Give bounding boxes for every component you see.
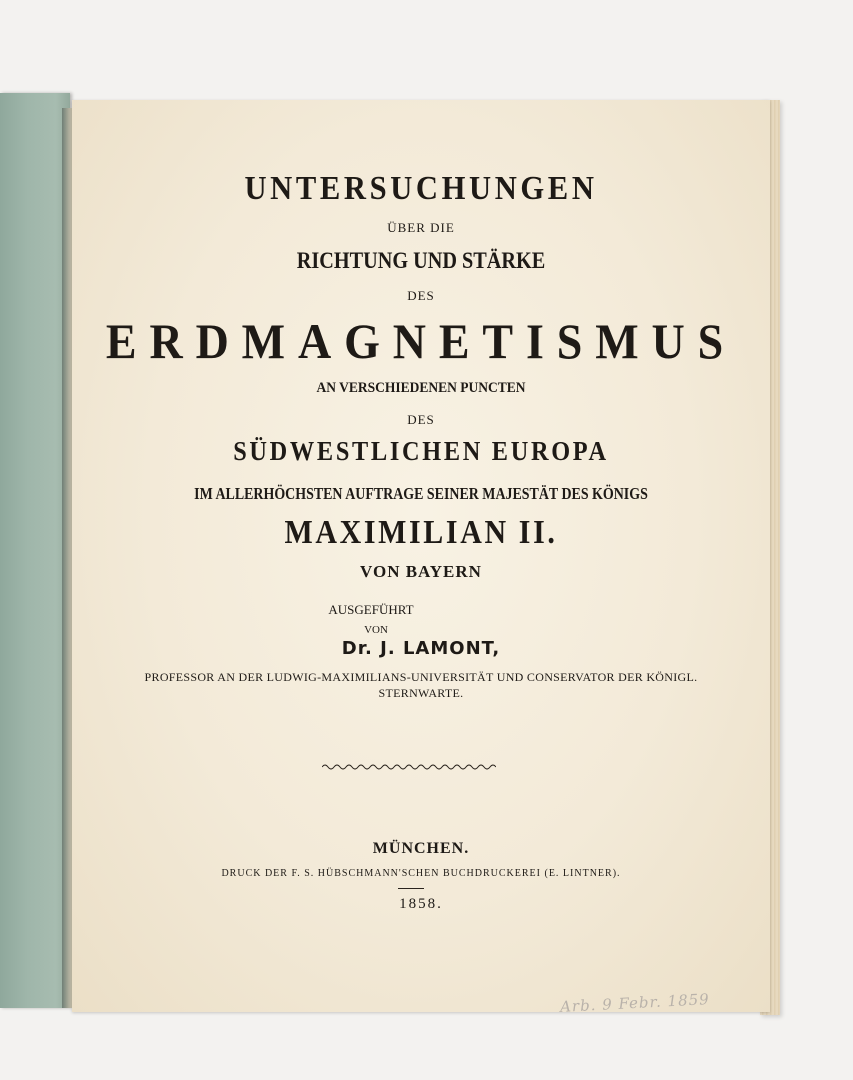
author-title-line-2: STERNWARTE. xyxy=(378,686,464,700)
title-line-des-2: DES xyxy=(407,412,435,427)
title-line-allerhoechsten: IM ALLERHÖCHSTEN AUFTRAGE SEINER MAJESTÄT DES KÖNIGS xyxy=(194,484,648,503)
imprint-year: 1858. xyxy=(399,896,443,912)
title-line-untersuchungen: UNTERSUCHUNGEN xyxy=(244,170,598,207)
pencil-annotation: Arb. 9 Febr. 1859 xyxy=(559,990,711,1016)
book-spine-edge xyxy=(62,108,72,1008)
title-page xyxy=(72,100,770,1012)
title-line-suedwestlichen: SÜDWESTLICHEN EUROPA xyxy=(233,436,609,466)
author-title-line-1: PROFESSOR AN DER LUDWIG-MAXIMILIANS-UNIVERSITÄT UND CONSERVATOR DER KÖNIGL. xyxy=(144,670,698,684)
title-line-ausgefuehrt: AUSGEFÜHRT xyxy=(328,602,414,617)
title-line-verschiedenen: AN VERSCHIEDENEN PUNCTEN xyxy=(316,380,526,396)
author-name: Dr. J. LAMONT, xyxy=(341,638,501,659)
title-line-ueber-die: ÜBER DIE xyxy=(387,220,455,235)
book-cover-board xyxy=(0,93,70,1008)
title-line-richtung: RICHTUNG UND STÄRKE xyxy=(296,248,546,273)
title-line-von-bayern: VON BAYERN xyxy=(360,562,482,581)
title-line-des-1: DES xyxy=(407,288,435,303)
title-line-maximilian: MAXIMILIAN II. xyxy=(284,514,558,551)
imprint-printer: DRUCK DER F. S. HÜBSCHMANN'SCHEN BUCHDRUCKEREI (E. LINTNER). xyxy=(221,868,621,879)
imprint-place: MÜNCHEN. xyxy=(372,840,470,857)
wavy-ornament-rule xyxy=(322,762,496,772)
imprint-rule xyxy=(398,888,424,889)
title-line-von: VON xyxy=(364,624,388,636)
title-line-erdmagnetismus: ERDMAGNETISMUS xyxy=(105,313,737,369)
